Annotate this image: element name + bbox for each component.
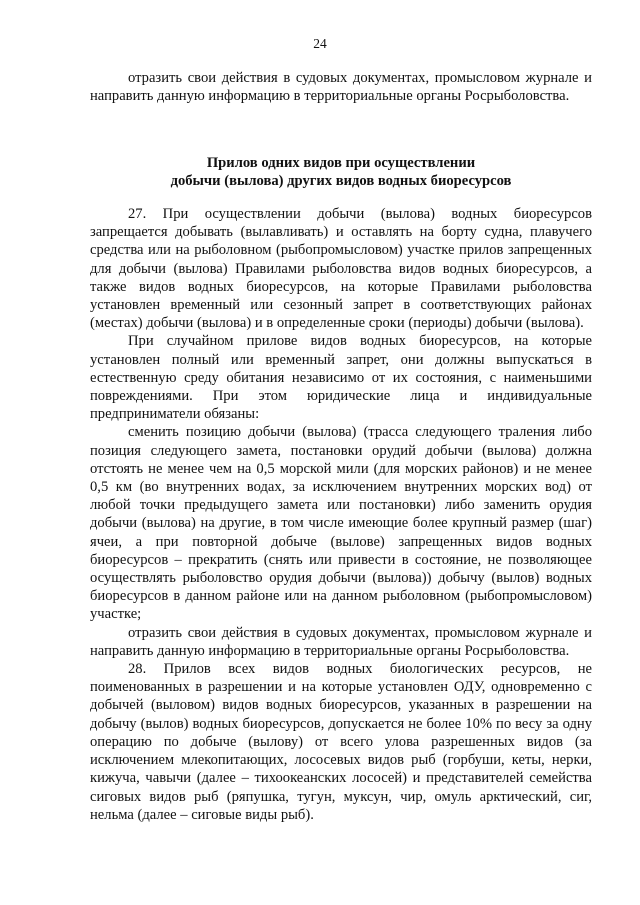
section-title-line-2: добычи (вылова) других видов водных биоресурсов: [170, 173, 512, 190]
page-number: 24: [313, 36, 327, 51]
intro-paragraph: отразить свои действия в судовых документах, промысловом журнале и направить данную информацию в территориальные органы Росрыболовства.: [90, 70, 592, 105]
paragraph-27: 27. При осуществлении добычи (вылова) водных биоресурсов запрещается добывать (вылавливать) и оставлять на борту судна, плавучего средства или на рыболовном (рыбопромысловом) участке прилов запрещенных для добычи (вылова) Правилами рыболовства видов водных биоресурсов, а также видов водных биоресурсов, на которые Правилами рыболовства установлен временный или сезонный запрет в соответствующих районах (местах) добычи (вылова) и в определенные сроки (периоды) добычи (вылова).: [90, 206, 592, 332]
main-text: [90, 205, 592, 824]
section-title-line-1: Прилов одних видов при осуществлении: [206, 155, 476, 171]
intro-block: [90, 69, 592, 105]
paragraph-28: 28. Прилов всех видов водных биологических ресурсов, не поименованных в разрешении и на которые установлен ОДУ, одновременно с добычей (выловом) видов водных биоресурсов, указанных в разрешении на добычу (вылов) водных биоресурсов, допускается не более 10% по весу за одну операцию по добыче (вылову) от всего улова разрешенных видов (за исключением млекопитающих, лососевых видов рыб (горбуши, кеты, нерки, кижуча, чавычи (далее – тихоокеанских лососей) и представителей семейства сиговых видов рыб (ряпушка, тугун, муксун, чир, омуль арктический, сиг, нельма (далее – сиговые виды рыб).: [90, 661, 592, 823]
section-title: [90, 154, 592, 191]
paragraph-bycatch: При случайном прилове видов водных биоресурсов, на которые установлен полный или временный запрет, они должны выпускаться в естественную среду обитания независимо от их состояния, с наименьшими повреждениями. При этом юридические лица и индивидуальные предприниматели обязаны:: [90, 333, 592, 423]
paragraph-change-position: сменить позицию добычи (вылова) (трасса следующего траления либо позиция следующего замета, постановки орудий добычи (вылова) должна отстоять не менее чем на 0,5 морской мили (для морских районов) и не менее 0,5 км (во внутренних водах, за исключением внутренних морских вод) от любой точки предыдущего замета или постановки) либо заменить орудия добычи (вылова) на другие, в том числе имеющие более крупный размер (шаг) ячеи, а при повторной добыче (вылове) запрещенных видов водных биоресурсов – прекратить (снять или привести в состояние, не позволяющее осуществлять рыболовство орудия добычи (вылова)) добычу (вылов) водных биоресурсов в данном районе или на данном рыболовном (рыбопромысловом) участке;: [90, 424, 592, 623]
paragraph-record-actions: отразить свои действия в судовых документах, промысловом журнале и направить данную информацию в территориальные органы Росрыболовства.: [90, 624, 592, 659]
